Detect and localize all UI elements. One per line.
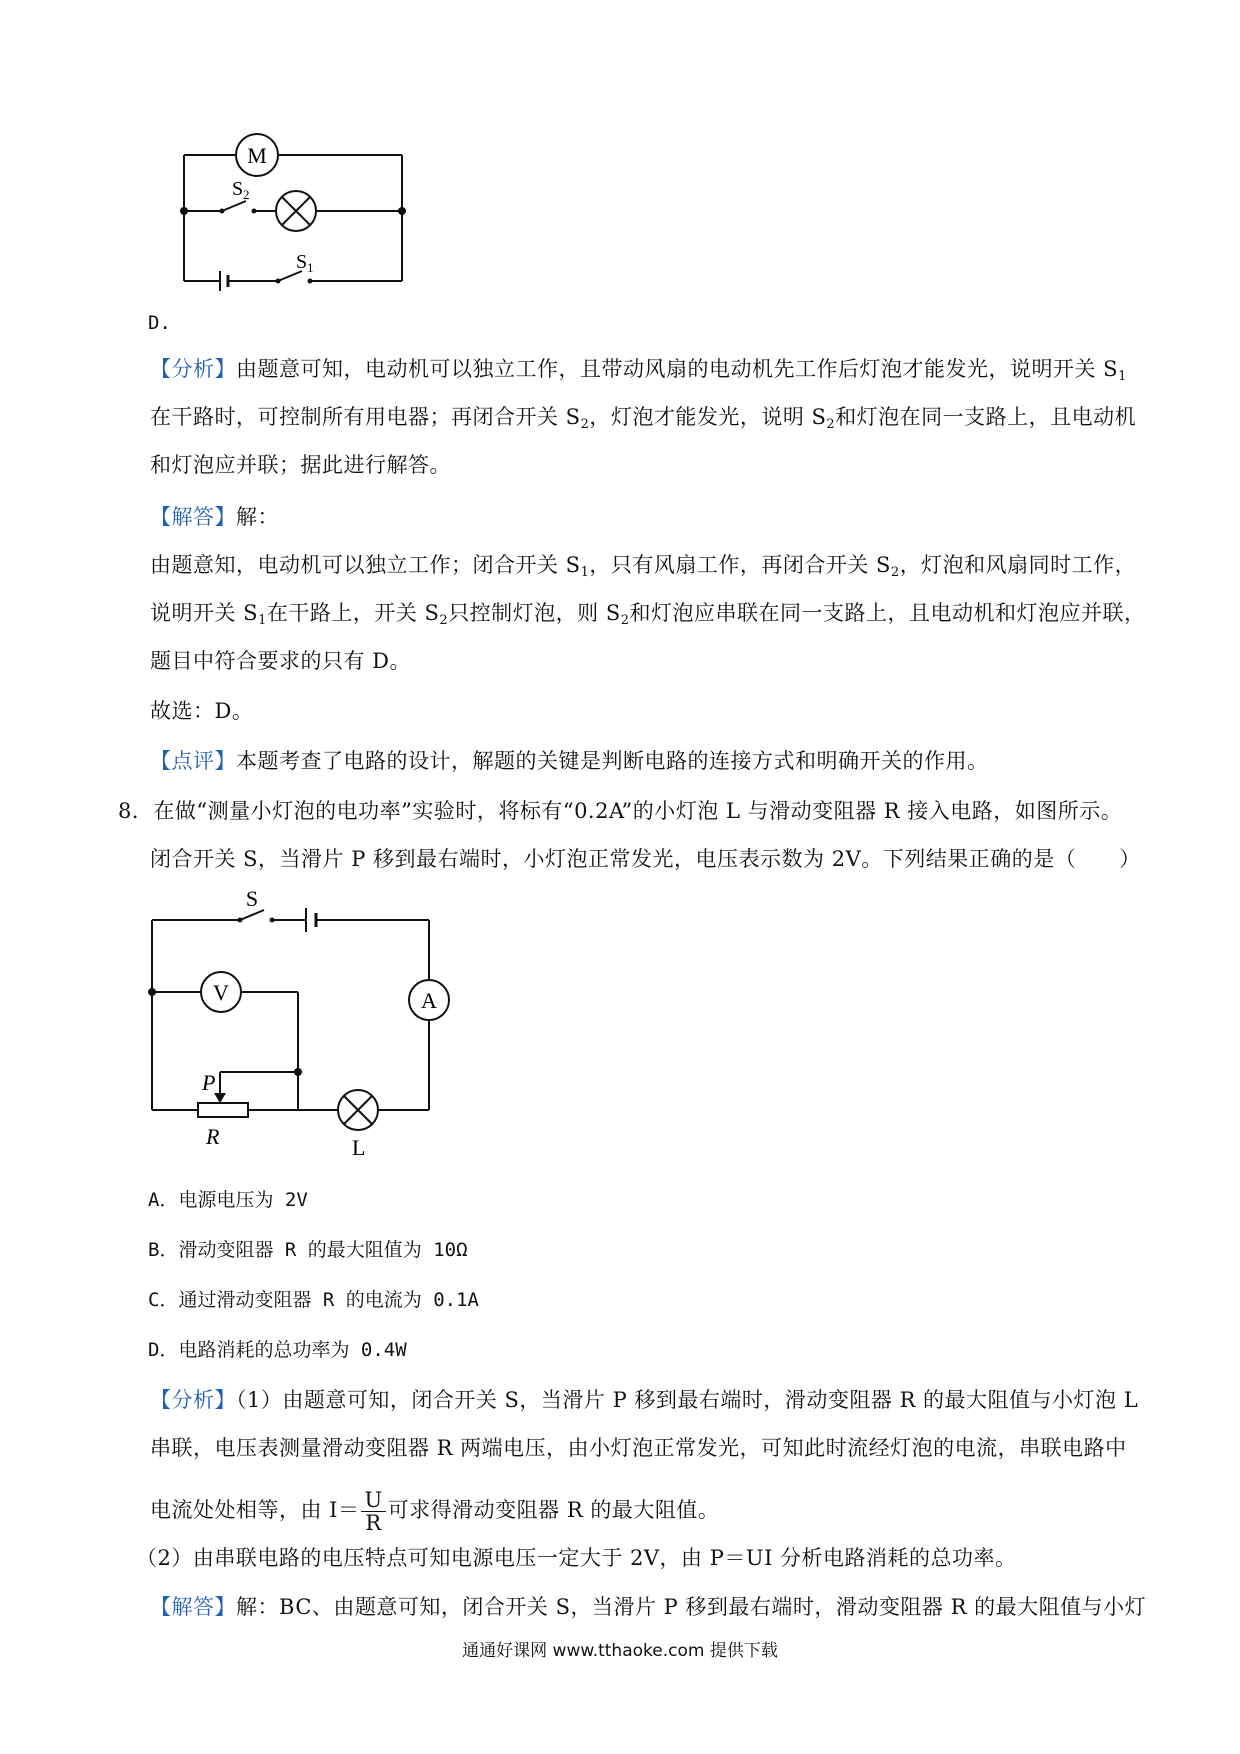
answer1-line3: 题目中符合要求的只有 D。 [150,649,412,673]
fraction-denominator: R [365,1511,382,1535]
analysis1-text2c: 和灯泡在同一支路上，且电动机 [835,405,1137,429]
analysis2-line2: 串联，电压表测量滑动变阻器 R 两端电压，由小灯泡正常发光，可知此时流经灯泡的电流，串联电路中 [150,1436,1127,1460]
analysis2-text3b: 可求得滑动变阻器 R 的最大阻值。 [387,1498,720,1522]
fraction-numerator: U [361,1489,385,1512]
option-d-label: D. [148,312,171,334]
subscript: 2 [580,417,590,432]
option-a: A．电源电压为 2V [148,1189,308,1211]
subscript: 2 [439,613,449,628]
voltmeter-label: V [213,980,229,1005]
answer1-choice: 故选：D。 [150,699,254,723]
analysis2-line3 [150,1486,719,1534]
s2-sub: 2 [243,187,250,202]
analysis1-line1 [150,354,1127,392]
slider-p-label: P [202,1070,216,1095]
analysis1-text1: 由题意可知，电动机可以独立工作，且带动风扇的电动机先工作后灯泡才能发光，说明开关 S [236,357,1119,381]
page-footer: 通通好课网 www.tthaoke.com 提供下载 [462,1641,778,1661]
analysis-tag: 【分析】 [150,1388,236,1412]
comment1 [150,746,989,776]
analysis1-text2b: ，灯泡才能发光，说明 S [589,405,827,429]
answer1-text1c: ，灯泡和风扇同时工作， [899,553,1137,577]
answer1-line1 [150,550,1136,588]
subscript: 2 [620,613,630,628]
circuit-diagram-q8 [140,890,460,1165]
comment-tag: 【点评】 [150,749,236,773]
answer1-text2d: 和灯泡应串联在同一支路上，且电动机和灯泡应并联， [629,601,1146,625]
answer1-heading [150,502,279,532]
circuit-diagram-d [150,125,440,330]
analysis2-text1: （1）由题意可知，闭合开关 S，当滑片 P 移到最右端时，滑动变阻器 R 的最大阻值与小灯泡 L [236,1388,1139,1412]
s2-label: S [232,178,244,200]
analysis-tag: 【分析】 [150,357,236,381]
analysis2-line4: （2）由串联电路的电压特点可知电源电压一定大于 2V，由 P＝UI 分析电路消耗的总功率。 [136,1546,1017,1570]
subscript: 1 [258,613,267,628]
analysis2-line1 [150,1385,1138,1415]
motor-label: M [247,143,267,168]
resistor-r-label: R [206,1124,220,1149]
answer2-line1 [150,1592,1146,1622]
fraction-u-over-r [361,1489,385,1534]
answer1-text1b: ，只有风扇工作，再闭合开关 S [589,553,891,577]
subscript: 1 [1118,369,1127,384]
answer1-text2b: 在干路上，开关 S [266,601,440,625]
answer1-text2a: 说明开关 S [150,601,259,625]
question8-line1: 8．在做“测量小灯泡的电功率”实验时，将标有“0.2A”的小灯泡 L 与滑动变阻器 R 接入电路，如图所示。 [118,799,1123,823]
s1-label: S [296,251,308,273]
subscript: 2 [826,417,836,432]
analysis1-line2 [150,402,1136,440]
comment1-text: 本题考查了电路的设计，解题的关键是判断电路的连接方式和明确开关的作用。 [236,749,989,773]
analysis1-line3: 和灯泡应并联；据此进行解答。 [150,453,451,477]
option-c: C．通过滑动变阻器 R 的电流为 0.1A [148,1289,479,1311]
analysis2-text3a: 电流处处相等，由 I＝ [150,1498,360,1522]
subscript: 1 [580,565,590,580]
lamp-l-label: L [352,1135,366,1160]
question8-line2: 闭合开关 S，当滑片 P 移到最右端时，小灯泡正常发光，电压表示数为 2V。下列结果正确的是（ ） [150,847,1141,871]
answer-tag: 【解答】 [150,505,236,529]
option-d: D．电路消耗的总功率为 0.4W [148,1339,407,1361]
analysis1-text2a: 在干路时，可控制所有用电器；再闭合开关 S [150,405,581,429]
answer-tag: 【解答】 [150,1595,236,1619]
option-b: B．滑动变阻器 R 的最大阻值为 10Ω [148,1239,468,1261]
s1-sub: 1 [307,260,314,275]
answer1-text1a: 由题意知，电动机可以独立工作；闭合开关 S [150,553,581,577]
switch-s-label: S [245,890,259,911]
answer1-text2c: 只控制灯泡，则 S [448,601,621,625]
answer2-text1: 解：BC、由题意可知，闭合开关 S，当滑片 P 移到最右端时，滑动变阻器 R 的最大阻值与小灯 [236,1595,1147,1619]
ammeter-label: A [421,988,437,1013]
answer1-line2 [150,598,1146,636]
subscript: 2 [890,565,900,580]
answer1-head: 解： [236,505,279,529]
